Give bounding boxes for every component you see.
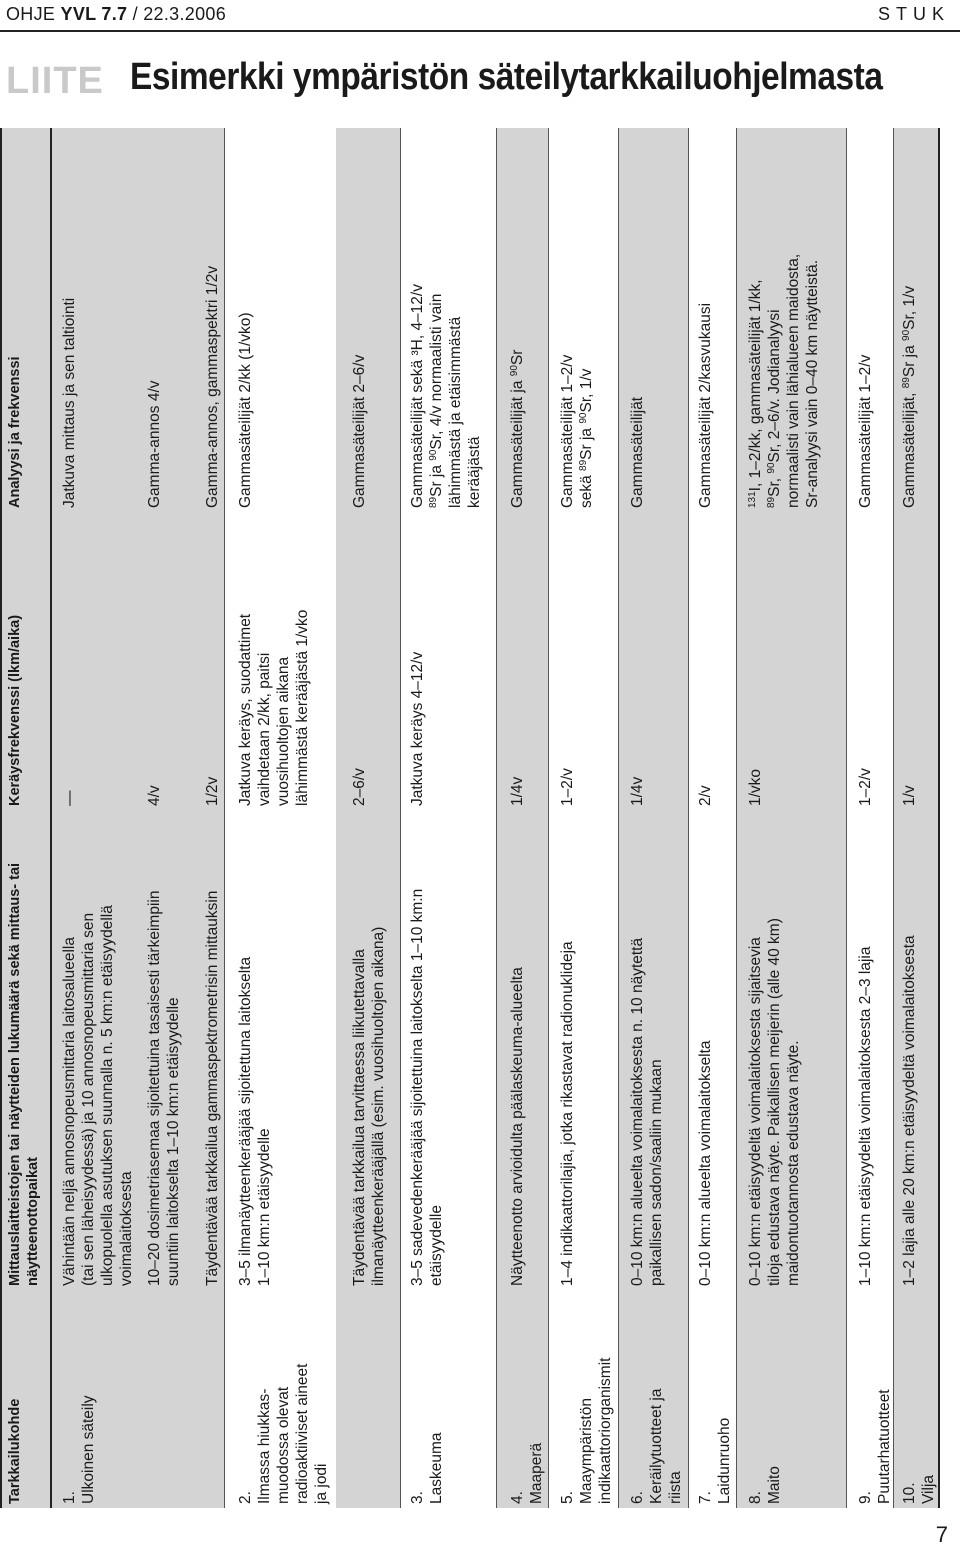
row-5-frequency: 1–2/v bbox=[559, 768, 576, 806]
appendix-label: LIITE bbox=[6, 60, 104, 102]
guide-reference bbox=[6, 4, 226, 25]
guide-code: YVL 7.7 bbox=[60, 4, 128, 24]
row-divider bbox=[846, 128, 847, 1508]
col-header-analysis: Analyysi ja frekvenssi bbox=[7, 356, 23, 508]
table-bottom-rule bbox=[938, 128, 940, 1508]
row-1b-locations: 10–20 dosimetriasemaa sijoitettuina tasaisesti tärkeimpiin suuntiin laitokselta 1–10 km:n etäisyydelle bbox=[146, 890, 182, 1286]
row-divider bbox=[688, 128, 689, 1508]
row-4-frequency: 1/4v bbox=[509, 776, 526, 806]
row-6-analysis: Gammasäteilijät bbox=[629, 396, 646, 508]
guide-date: / 22.3.2006 bbox=[127, 4, 227, 24]
row-6-locations: 0–10 km:n alueelta voimalaitoksesta n. 10 näytettä paikallisen sadon/saaliin mukaan bbox=[629, 937, 665, 1286]
guide-prefix: OHJE bbox=[6, 4, 61, 24]
row-band-4 bbox=[496, 128, 548, 1508]
row-5-locations: 1–4 indikaattorilajia, jotka rikastavat radionuklideja bbox=[559, 941, 576, 1286]
row-divider bbox=[548, 128, 549, 1508]
row-band-2b bbox=[336, 128, 400, 1508]
row-10-frequency: 1/v bbox=[901, 785, 918, 806]
row-1-target: 1. Ulkoinen säteily bbox=[61, 1395, 97, 1504]
table-top-rule bbox=[0, 128, 2, 1508]
publisher-logo-text: STUK bbox=[877, 4, 950, 24]
col-header-locations: Mittauslaitteistojen tai näytteiden lukumäärä sekä mittaus- tai näytteenottopaikat bbox=[7, 862, 41, 1286]
row-1c-locations: Täydentävää tarkkailua gammaspektrometrisin mittauksin bbox=[204, 890, 221, 1286]
row-1a-analysis: Jatkuva mittaus ja sen taltiointi bbox=[61, 297, 78, 508]
row-1a-locations: Vähintään neljä annosnopeusmittaria laitosalueella (tai sen läheisyydessä) ja 10 annosnopeusmittaria sen ulkopuolella asutuksen suunnalla n. 5 km:n etäisyydellä voimalaitoksesta bbox=[61, 905, 135, 1286]
row-divider bbox=[496, 128, 497, 1508]
row-2b-analysis: Gammasäteilijät 2–6/v bbox=[351, 354, 368, 508]
row-8-locations: 0–10 km:n etäisyydeltä voimalaitoksesta sijaitsevia tiloja edustava näyte. Paikallisen meijerin (alle 40 km) maidontuotannosta edustava näyte. bbox=[747, 918, 802, 1286]
row-10-analysis: Gammasäteilijät, $^{89}$Sr ja $^{90}$Sr, 1/v bbox=[901, 285, 918, 508]
row-1c-analysis: Gamma-annos, gammaspektri 1/2v bbox=[204, 265, 221, 508]
row-1a-frequency: — bbox=[61, 790, 78, 806]
page-header bbox=[0, 0, 960, 36]
row-5-analysis: Gammasäteilijät 1–2/v sekä $^{89}$Sr ja $^{90}$Sr, 1/v bbox=[559, 354, 595, 508]
row-divider bbox=[736, 128, 737, 1508]
row-10-locations: 1–2 lajia alle 20 km:n etäisyydeltä voimalaitoksesta bbox=[901, 935, 918, 1286]
col-header-frequency: Keräysfrekvenssi (lkm/aika) bbox=[7, 614, 23, 806]
row-divider bbox=[400, 128, 401, 1508]
row-6-frequency: 1/4v bbox=[629, 776, 646, 806]
row-3-target: 3. Laskeuma bbox=[409, 1432, 445, 1504]
row-2a-frequency: Jatkuva keräys, suodattimet vaihdetaan 2/kk, paitsi vuosihuoltojen aikana lähimmästä kerääjästä 1/vko bbox=[237, 609, 311, 806]
row-divider bbox=[893, 128, 894, 1508]
row-6-target: 6. Keräilytuotteet ja riista bbox=[629, 1388, 684, 1504]
row-band-6 bbox=[618, 128, 688, 1508]
monitoring-table bbox=[0, 128, 940, 1508]
row-7-analysis: Gammasäteilijät 2/kasvukausi bbox=[697, 302, 714, 508]
row-3-analysis: Gammasäteilijät sekä ³H, 4–12/v $^{89}$Sr ja $^{90}$Sr, 4/v normaalisti vain lähimmästä ja etäisimmästä kerääjästä bbox=[409, 284, 483, 508]
row-7-locations: 0–10 km:n alueelta voimalaitokselta bbox=[697, 1040, 714, 1286]
row-9-target: 9. Puutarhatuotteet bbox=[857, 1389, 893, 1504]
row-7-target: 7. Laidunruoho bbox=[697, 1417, 733, 1504]
row-2a-locations: 3–5 ilmanäytteenkerääjää sijoitettuna laitokselta 1–10 km:n etäisyydelle bbox=[237, 956, 273, 1286]
row-9-analysis: Gammasäteilijät 1–2/v bbox=[857, 354, 874, 508]
row-divider bbox=[618, 128, 619, 1508]
row-10-target: 10. Vilja bbox=[901, 1474, 937, 1504]
col-header-target: Tarkkailukohde bbox=[7, 1398, 23, 1504]
row-2a-analysis: Gammasäteilijät 2/kk (1/vko) bbox=[237, 312, 254, 508]
row-1b-analysis: Gamma-annos 4/v bbox=[146, 380, 163, 508]
page-title: Esimerkki ympäristön säteilytarkkailuohjelmasta bbox=[130, 56, 883, 98]
row-2-target: 2. Ilmassa hiukkas- muodossa olevat radioaktiiviset aineet ja jodi bbox=[237, 1363, 330, 1504]
row-8-target: 8. Maito bbox=[747, 1466, 783, 1504]
page-number: 7 bbox=[935, 1522, 948, 1547]
row-4-target: 4. Maaperä bbox=[509, 1442, 545, 1504]
row-8-frequency: 1/vko bbox=[747, 768, 764, 806]
row-4-locations: Näytteenotto arvioidulta päälaskeuma-alueelta bbox=[509, 967, 526, 1286]
header-rule bbox=[0, 30, 960, 32]
row-5-target: 5. Maaympäristön indikaattoriorganismit bbox=[559, 1357, 614, 1504]
header-bottom-rule bbox=[50, 128, 52, 1508]
row-2b-locations: Täydentävää tarkkailua tarvittaessa liikutettavalla ilmanäytteenkerääjällä (esim. vuosihuoltojen aikana) bbox=[351, 926, 387, 1286]
row-9-locations: 1–10 km:n etäisyydeltä voimalaitoksesta 2–3 lajia bbox=[857, 946, 874, 1286]
row-3-locations: 3–5 sadevedenkerääjää sijoitettuina laitokselta 1–10 km:n etäisyydelle bbox=[409, 888, 445, 1286]
row-1c-frequency: 1/2v bbox=[204, 776, 221, 806]
row-4-analysis: Gammasäteilijät ja $^{90}$Sr bbox=[509, 349, 526, 508]
row-9-frequency: 1–2/v bbox=[857, 768, 874, 806]
row-2b-frequency: 2–6/v bbox=[351, 768, 368, 806]
row-divider bbox=[224, 128, 225, 1508]
row-1b-frequency: 4/v bbox=[146, 785, 163, 806]
header-band bbox=[0, 128, 52, 1508]
row-8-analysis: $^{131}$I, 1–2/kk, gammasäteilijät 1/kk, $^{89}$Sr, $^{90}$Sr, 2–6/v. Jodianalyysi normaalisti vain lähialueen maidosta, Sr-analyysi vain 0–40 km näytteistä. bbox=[747, 253, 821, 508]
row-7-frequency: 2/v bbox=[697, 785, 714, 806]
row-3-frequency: Jatkuva keräys 4–12/v bbox=[409, 651, 426, 806]
